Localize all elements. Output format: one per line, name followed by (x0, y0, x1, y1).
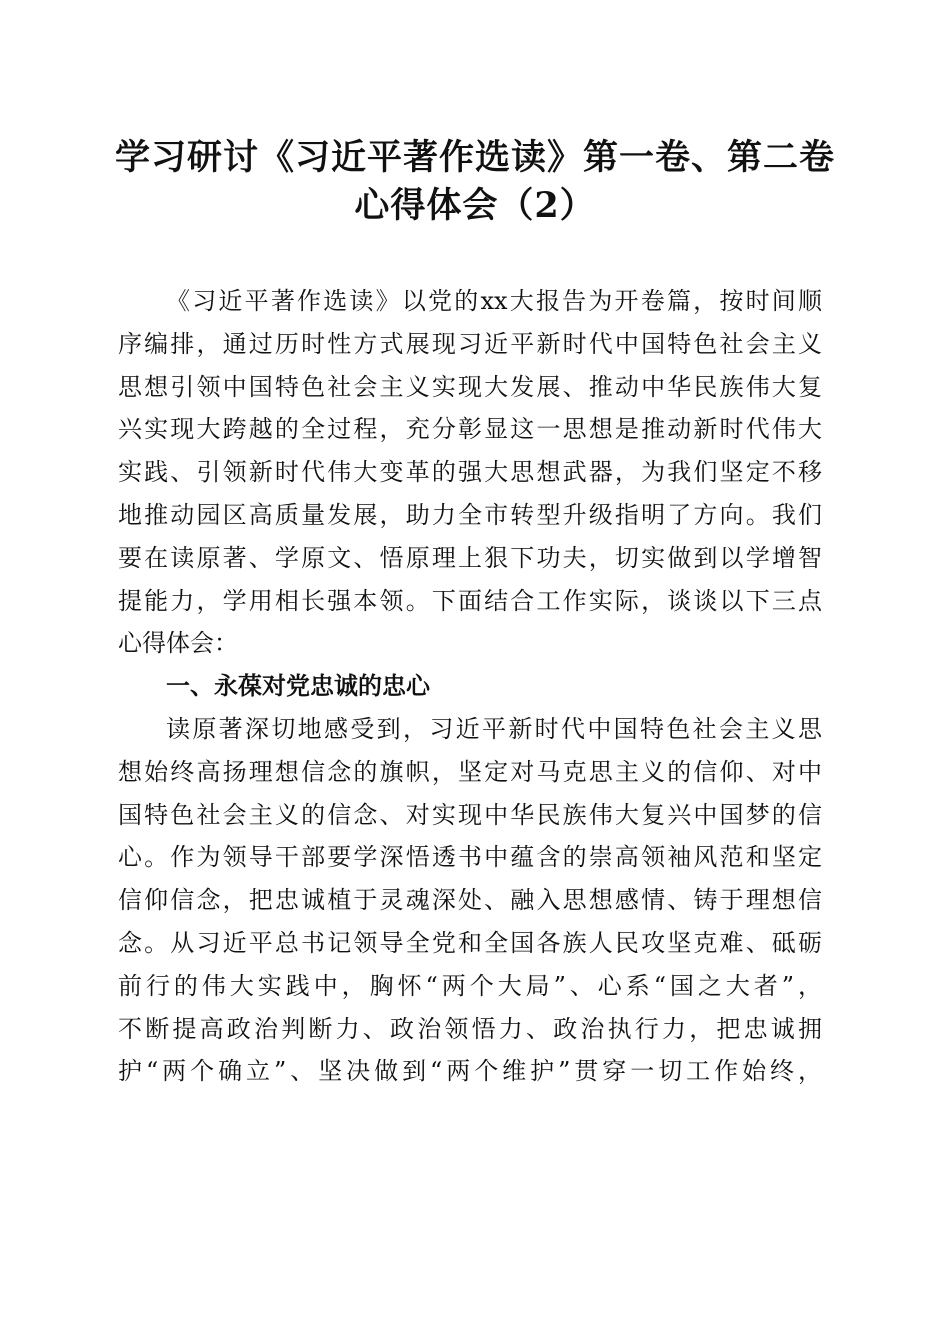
document-title (100, 134, 850, 230)
title-line-1: 学习研讨《习近平著作选读》第一卷、第二卷 (114, 137, 835, 178)
text-line: 序编排，通过历时性方式展现习近平新时代中国特色社会主义 (118, 329, 822, 358)
text-line: 念。从习近平总书记领导全党和全国各族人民攻坚克难、砥砺 (118, 928, 822, 957)
text-line: 地推动园区高质量发展，助力全市转型升级指明了方向。我们 (118, 500, 822, 529)
paragraph-intro (118, 280, 822, 665)
title-line-2: 心得体会（2） (354, 185, 596, 226)
text-line: 不断提高政治判断力、政治领悟力、政治执行力，把忠诚拥 (118, 1014, 822, 1043)
text-line: 《习近平著作选读》以党的xx大报告为开卷篇，按时间顺 (166, 287, 822, 315)
text-line: 提能力，学用相长强本领。下面结合工作实际，谈谈以下三点 (118, 586, 822, 615)
text-line: 想始终高扬理想信念的旗帜，坚定对马克思主义的信仰、对中 (118, 757, 822, 786)
text-line: 读原著深切地感受到，习近平新时代中国特色社会主义思 (166, 714, 822, 743)
text-line: 护“两个确立”、坚决做到“两个维护”贯穿一切工作始终， (118, 1057, 822, 1086)
text-line: 思想引领中国特色社会主义实现大发展、推动中华民族伟大复 (118, 372, 822, 401)
text-line: 心。作为领导干部要学深悟透书中蕴含的崇高领袖风范和坚定 (118, 843, 822, 872)
text-line: 国特色社会主义的信念、对实现中华民族伟大复兴中国梦的信 (118, 800, 822, 829)
text-line: 要在读原著、学原文、悟原理上狠下功夫，切实做到以学增智 (118, 543, 822, 572)
text-line: 前行的伟大实践中，胸怀“两个大局”、心系“国之大者”， (118, 971, 822, 1000)
document-body (118, 280, 822, 1093)
section-heading: 一、永葆对党忠诚的忠心 (166, 672, 430, 701)
text-line: 实践、引领新时代伟大变革的强大思想武器，为我们坚定不移 (118, 458, 822, 487)
text-line: 信仰信念，把忠诚植于灵魂深处、融入思想感情、铸于理想信 (118, 886, 822, 915)
text-line: 兴实现大跨越的全过程，充分彰显这一思想是推动新时代伟大 (118, 415, 822, 444)
paragraph-section-1 (118, 708, 822, 1093)
text-line: 心得体会： (118, 629, 238, 658)
